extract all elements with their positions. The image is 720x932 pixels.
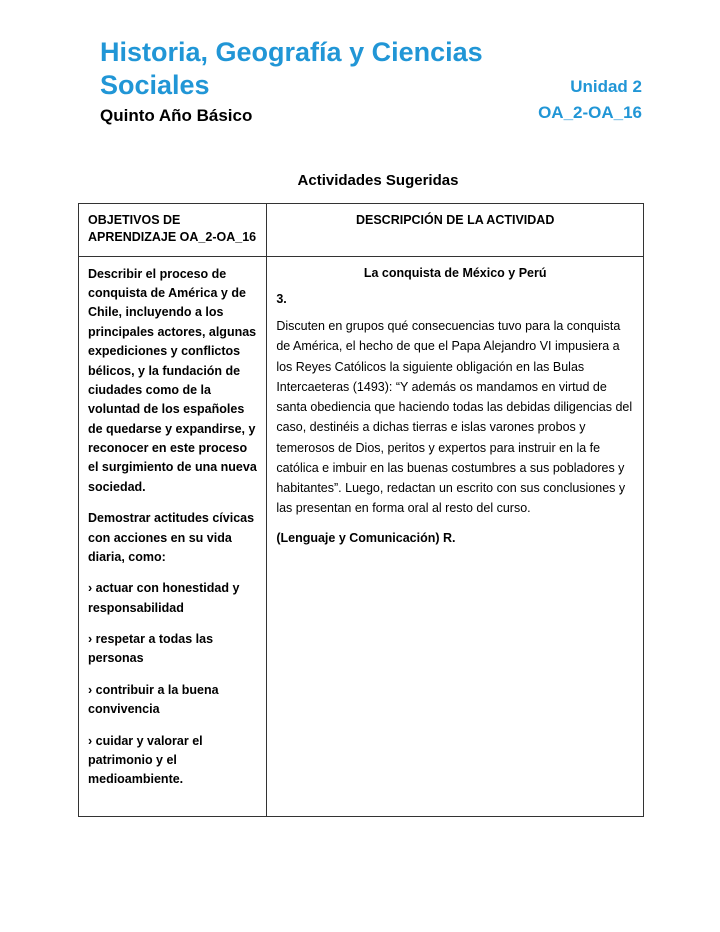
descripcion-cell xyxy=(267,256,644,816)
table-header-descripcion: DESCRIPCIÓN DE LA ACTIVIDAD xyxy=(267,203,644,256)
objetivo-bullet: › actuar con honestidad y responsabilidad xyxy=(88,581,240,615)
cell-spacer xyxy=(88,802,257,806)
unit-label: Unidad 2 xyxy=(570,76,642,96)
objetivo-paragraph: Describir el proceso de conquista de América y de Chile, incluyendo a los principales actores, algunas expediciones y conflictos bélicos, y la fundación de ciudades como de la voluntad de los españoles de quedarse y expandirse, y reconocer en este proceso el surgimiento de una nueva sociedad. xyxy=(88,266,257,494)
section-heading: Actividades Sugeridas xyxy=(297,171,459,189)
oa-code-label: OA_2-OA_16 xyxy=(538,102,642,122)
objetivo-bullet: › contribuir a la buena convivencia xyxy=(88,682,219,717)
activity-subject-tag: (Lenguaje y Comunicación) R. xyxy=(276,530,456,545)
objetivo-bullet: › respetar a todas las personas xyxy=(88,632,214,666)
activity-number: 3. xyxy=(276,292,287,307)
activities-table xyxy=(78,203,644,817)
objetivos-cell xyxy=(79,256,267,816)
table-row xyxy=(79,256,644,816)
grade-label: Quinto Año Básico xyxy=(100,105,253,125)
objetivo-bullet: › cuidar y valorar el patrimonio y el medioambiente. xyxy=(88,733,203,787)
page-title: Historia, Geografía y Ciencias Sociales xyxy=(100,37,483,100)
activity-title: La conquista de México y Perú xyxy=(363,265,547,280)
document-header xyxy=(0,0,720,126)
activity-text: Discuten en grupos qué consecuencias tuvo para la conquista de América, el hecho de que el Papa Alejandro VI impusiera a los Reyes Católicos la siguiente obligación en las Bulas Intercaeteras (1493): “Y además os mandamos en virtud de santa obediencia que haciendo todas las debidas diligencias del caso, destinéis a dichas tierras e islas varones probos y temerosos de Dios, peritos y expertos para instruir en la fe católica e imbuir en las buenas costumbres a sus pobladores y habitantes”. Luego, redactan un escrito con sus conclusiones y las presentan en forma oral al resto del curso. xyxy=(276,319,633,516)
table-header-row xyxy=(79,203,644,256)
unit-block xyxy=(538,75,642,126)
objetivo-paragraph: Demostrar actitudes cívicas con acciones en su vida diaria, como: xyxy=(88,511,255,564)
table-header-objetivos: OBJETIVOS DE APRENDIZAJE OA_2-OA_16 xyxy=(79,203,267,256)
